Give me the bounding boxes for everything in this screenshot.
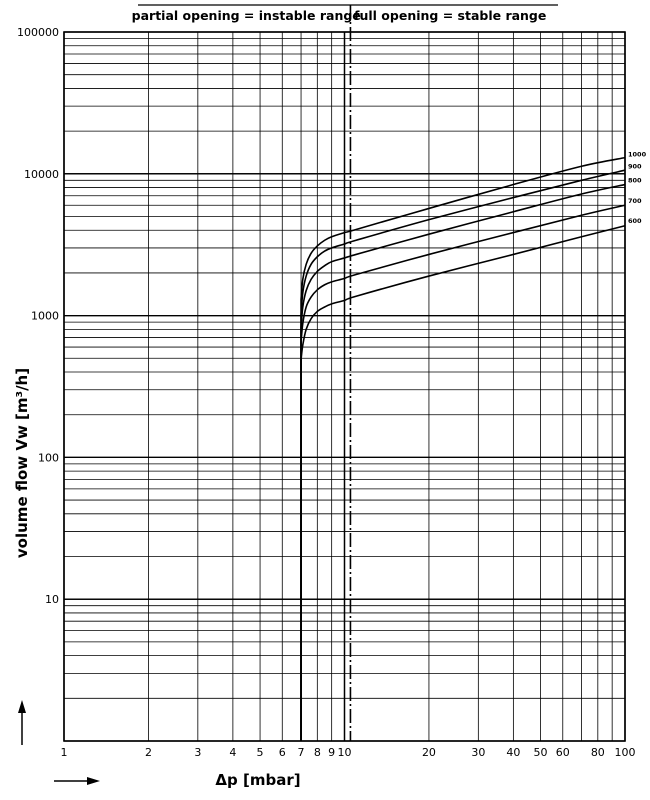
x-tick-label: 9 [328,746,336,759]
x-tick-label: 7 [297,746,305,759]
x-tick-label: 5 [256,746,264,759]
x-tick-label: 80 [590,746,605,759]
x-tick-label: 10 [337,746,352,759]
x-tick-label: 2 [144,746,152,759]
y-axis-title: volume flow Vw [m³/h] [13,367,31,559]
series-lines [301,158,625,741]
series-label-900: 900 [628,162,642,171]
region-label-full-opening: full opening = stable range [354,8,547,23]
x-tick-label: 50 [533,746,548,759]
series-label-600: 600 [628,216,642,225]
y-tick-label: 10000 [24,167,59,181]
x-tick-label: 8 [313,746,321,759]
y-tick-label: 10 [45,593,59,607]
y-tick-label: 100000 [17,26,59,39]
x-direction-arrow [54,777,100,785]
x-tick-label: 30 [471,746,486,759]
x-tick-label: 6 [278,746,286,759]
region-label-partial-opening: partial opening = instable range [131,8,361,23]
x-tick-label: 100 [614,746,636,759]
series-line-600 [301,226,625,741]
x-tick-label: 20 [421,746,436,759]
series-labels [628,151,647,225]
x-tick-label: 40 [506,746,521,759]
x-tick-label: 60 [555,746,570,759]
series-label-700: 700 [628,196,642,205]
region-header [132,5,558,23]
x-tick-label: 4 [229,746,237,759]
series-line-700 [301,205,625,741]
series-label-800: 800 [628,176,642,185]
x-tick-label: 3 [194,746,202,759]
y-tick-label: 100 [38,451,59,465]
x-tick-label: 1 [60,746,68,759]
y-direction-arrow [18,700,26,745]
x-axis-title: Δp [mbar] [215,771,301,789]
x-tick-labels [61,746,636,759]
series-label-1000: 1000 [628,150,647,159]
y-tick-label: 1000 [31,309,59,323]
